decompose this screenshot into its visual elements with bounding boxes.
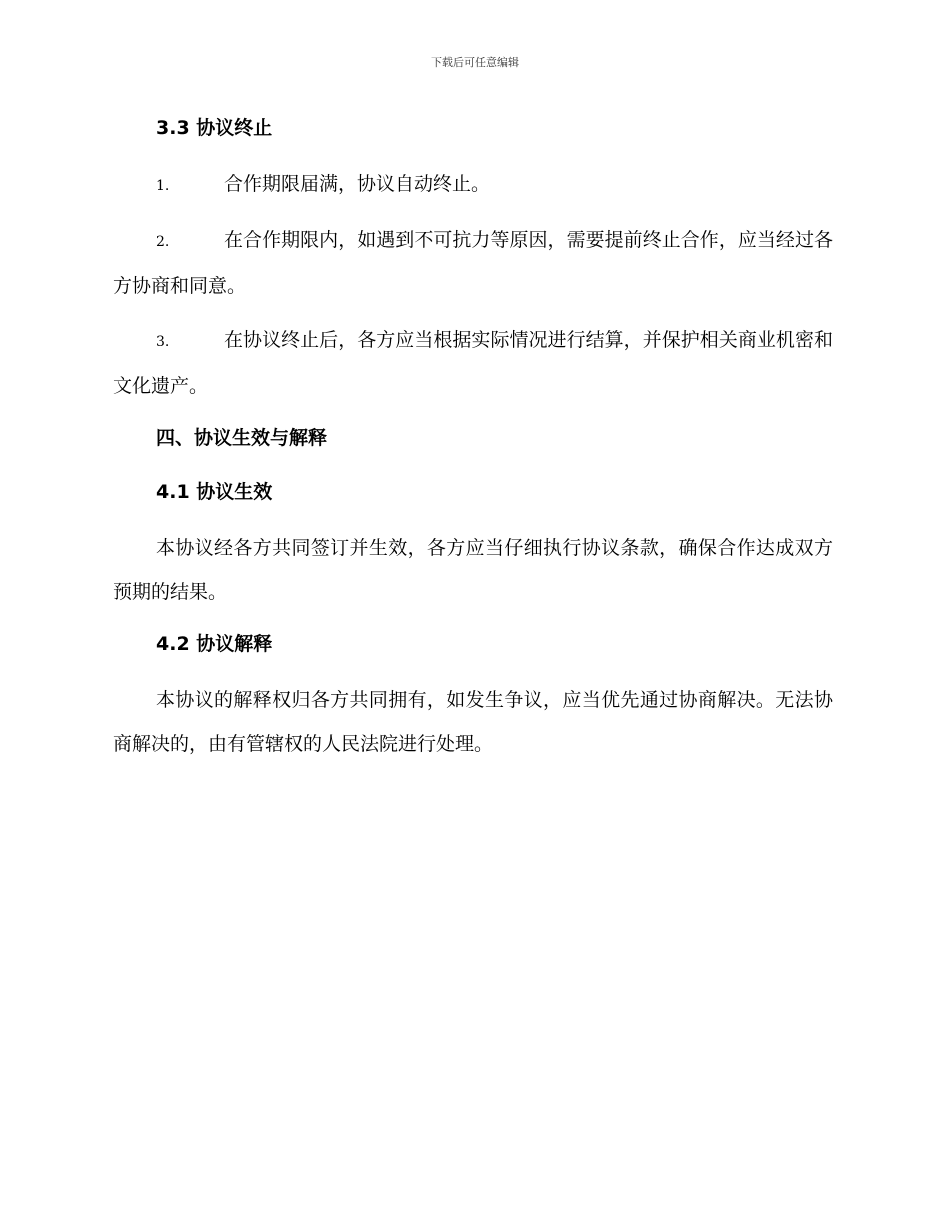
section-4-heading: 四、协议生效与解释 xyxy=(156,427,328,449)
list-item-text: 合作期限届满，协议自动终止。 xyxy=(224,173,491,195)
document-content xyxy=(113,108,833,776)
section-3-3-heading: 3.3 协议终止 xyxy=(156,117,273,139)
section-4-1-heading: 4.1 协议生效 xyxy=(156,481,273,503)
list-item xyxy=(113,218,833,308)
list-item-text: 在合作期限内，如遇到不可抗力等原因，需要提前终止合作，应当经过各方协商和同意。 xyxy=(113,229,833,297)
list-number: 2. xyxy=(156,234,170,250)
list-number: 1. xyxy=(156,178,170,194)
section-4-1-body: 本协议经各方共同签订并生效，各方应当仔细执行协议条款，确保合作达成双方预期的结果。 xyxy=(113,537,833,603)
section-4-2-heading: 4.2 协议解释 xyxy=(156,633,273,655)
list-item xyxy=(113,162,833,208)
section-4-2-body: 本协议的解释权归各方共同拥有，如发生争议，应当优先通过协商解决。无法协商解决的，由有管辖权的人民法院进行处理。 xyxy=(113,689,833,755)
list-item xyxy=(113,318,833,408)
list-number: 3. xyxy=(156,334,170,350)
list-item-text: 在协议终止后，各方应当根据实际情况进行结算，并保护相关商业机密和文化遗产。 xyxy=(113,329,833,397)
header-note: 下载后可任意编辑 xyxy=(431,56,519,69)
